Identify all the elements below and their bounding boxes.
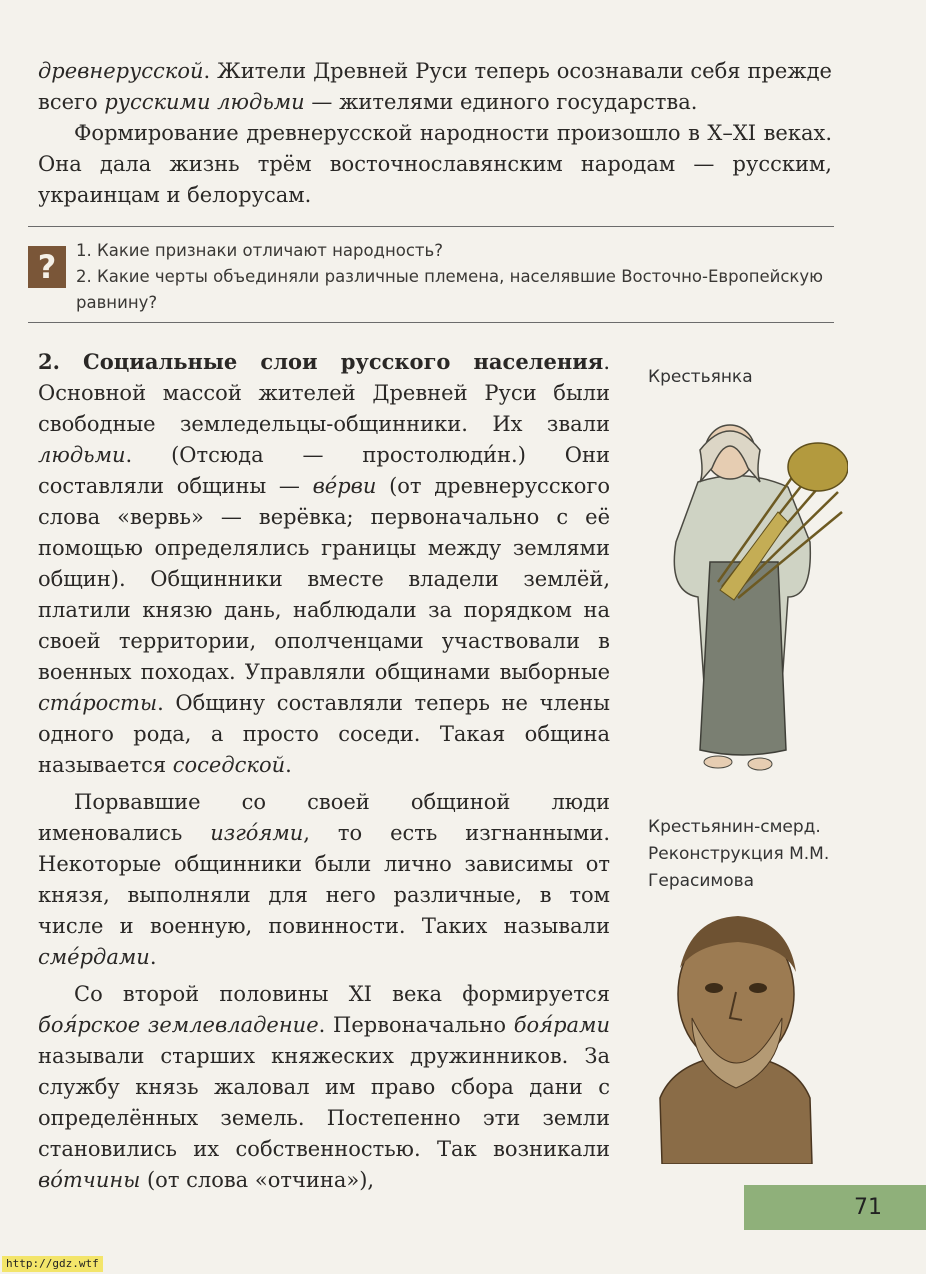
text-run: Порвавшие со своей общиной люди именовались [38, 790, 610, 845]
divider-bottom [28, 322, 834, 323]
question-icon: ? [28, 246, 66, 288]
text-run: — жителями единого государства. [304, 90, 698, 114]
section-paragraph-1 [38, 346, 610, 781]
text-run: древнерусской [38, 59, 204, 83]
text-run: (от слова «отчина»), [140, 1168, 375, 1192]
intro-paragraph-2: Формирование древнерусской народности произошло в X–XI веках. Она дала жизнь трём восточнославянским народам — русским, украинцам и белорусам. [38, 121, 832, 207]
text-run: 2. Социальные слои русского населения [38, 349, 604, 374]
caption-peasant-woman: Крестьянка [648, 367, 753, 387]
text-run: . [149, 945, 157, 969]
text-run: , то есть изгнанными. Некоторые общинники были лично зависимы от князя, выполняли для него различные, в том числе и военную, повинности. Таких называли [38, 821, 610, 938]
text-run: боя́рами [513, 1013, 610, 1037]
peasant-woman-illustration [638, 412, 848, 782]
page-number: 71 [744, 1185, 926, 1230]
text-run: соседской [172, 753, 286, 777]
intro-text [38, 56, 832, 211]
text-run: русскими людьми [104, 90, 305, 114]
intro-paragraph-1 [38, 56, 832, 118]
text-run: . Жители Древней Руси теперь осознавали себя прежде всего [38, 59, 832, 114]
section-paragraph-2 [38, 787, 610, 973]
text-run: сме́рдами [38, 945, 150, 969]
question-item: 1. Какие признаки отличают народность? [76, 241, 443, 260]
text-run: . Первоначально [318, 1013, 514, 1037]
section-paragraph-3 [38, 979, 610, 1196]
text-run: боя́рское землевладение [38, 1013, 319, 1037]
text-run: (от древнерусского слова «вервь» — верёвка; первоначально с её помощью определялись границы между землями общин). Общинники вместе владели землёй, платили князю дань, наблюдали за порядком на своей территории, ополченцами участвовали в военных походах. Управляли общинами выборные [38, 474, 610, 684]
text-run: изго́ями [210, 821, 304, 845]
text-run: ве́рви [312, 474, 377, 498]
divider-top [28, 226, 834, 227]
smerd-bust-reconstruction [652, 908, 818, 1164]
text-run: . [285, 753, 292, 777]
text-run: во́тчины [38, 1168, 141, 1192]
section-text [38, 346, 610, 1196]
caption-smerd-reconstruction: Крестьянин-смерд. Реконструкция М.М. Герасимова [648, 817, 830, 891]
watermark-link[interactable]: http://gdz.wtf [2, 1256, 103, 1272]
text-run: Со второй половины XI века формируется [74, 982, 610, 1006]
text-run: ста́росты [38, 691, 158, 715]
text-run: . Основной массой жителей Древней Руси были свободные земледельцы-общинники. Их звали [38, 350, 610, 436]
text-run: . (Отсюда — простолюди́н.) Они составляли общины — [38, 443, 610, 498]
text-run: . Общину составляли теперь не члены одного рода, а просто соседи. Такая община называется [38, 691, 610, 777]
question-item: 2. Какие черты объединяли различные племена, населявшие Восточно-Европейскую равнину? [76, 267, 824, 312]
text-run: людьми [38, 443, 126, 467]
text-run: называли старших княжеских дружинников. За службу князь жаловал им право сбора дани с определённых земель. Постепенно эти земли становились их собственностью. Так возникали [38, 1044, 610, 1161]
review-questions [76, 238, 834, 316]
